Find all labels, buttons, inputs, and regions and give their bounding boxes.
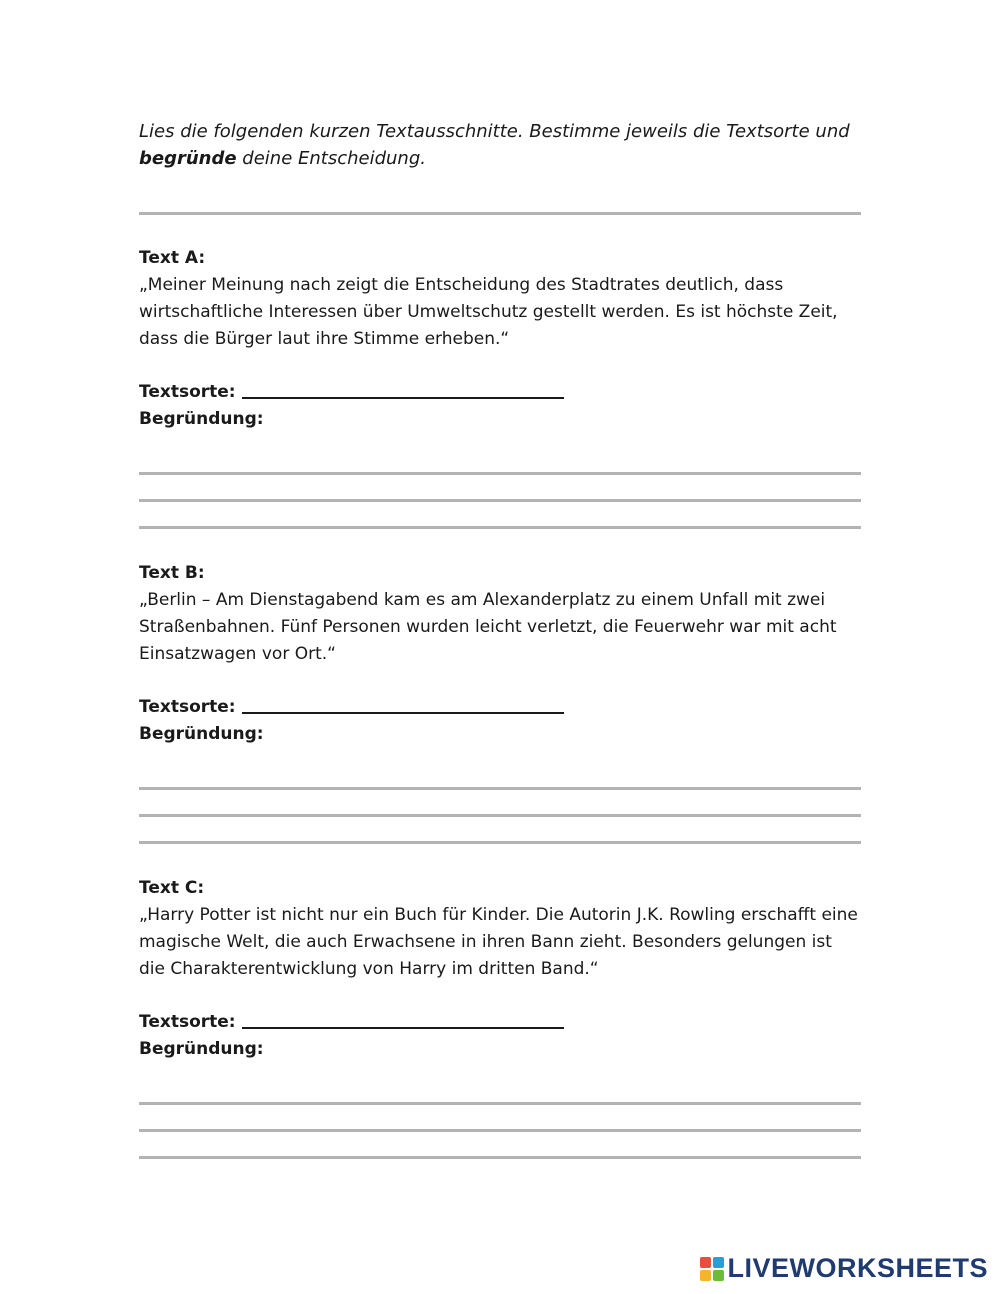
section-label: Text C: [139,878,205,898]
section-text-a [139,245,861,433]
liveworksheets-logo [700,1253,988,1284]
section-quote: „Berlin – Am Dienstagabend kam es am Alexanderplatz zu einem Unfall mit zwei Straßenbahnen. Fünf Personen wurden leicht verletzt, die Feuerwehr war mit acht Einsatzwagen vor Ort.“ [139,590,837,664]
textsorte-label: Textsorte: [139,1012,236,1032]
section-text-b [139,560,861,748]
section-label: Text A: [139,248,206,268]
textsorte-blank-input[interactable] [242,1008,564,1029]
answer-line[interactable] [139,1102,861,1105]
logo-text: LIVEWORKSHEETS [727,1253,988,1283]
begruendung-label: Begründung: [139,1039,264,1059]
textsorte-label: Textsorte: [139,382,236,402]
section-text-c [139,875,861,1063]
divider-line [139,212,861,215]
begruendung-label: Begründung: [139,724,264,744]
answer-line[interactable] [139,841,861,844]
textsorte-row [139,691,861,721]
begruendung-label: Begründung: [139,409,264,429]
answer-line[interactable] [139,499,861,502]
logo-block [700,1270,711,1281]
worksheet-page [139,0,861,1294]
textsorte-row [139,376,861,406]
section-label: Text B: [139,563,205,583]
answer-line[interactable] [139,526,861,529]
section-quote: „Harry Potter ist nicht nur ein Buch für Kinder. Die Autorin J.K. Rowling erschafft eine magische Welt, die auch Erwachsene in ihren Bann zieht. Besonders gelungen ist die Charakterentwicklung von Harry im dritten Band.“ [139,905,858,979]
instructions-part1: Lies die folgenden kurzen Textausschnitte. Bestimme jeweils die Textsorte und [139,121,850,142]
instructions [139,118,861,172]
textsorte-row [139,1006,861,1036]
instructions-bold: begründe [139,148,237,169]
textsorte-blank-input[interactable] [242,378,564,399]
logo-blocks-icon [700,1257,724,1281]
instructions-part2: deine Entscheidung. [236,148,426,169]
textsorte-label: Textsorte: [139,697,236,717]
logo-block [713,1270,724,1281]
section-quote: „Meiner Meinung nach zeigt die Entscheidung des Stadtrates deutlich, dass wirtschaftliche Interessen über Umweltschutz gestellt werden. Es ist höchste Zeit, dass die Bürger laut ihre Stimme erheben.“ [139,275,838,349]
textsorte-blank-input[interactable] [242,693,564,714]
answer-line[interactable] [139,814,861,817]
answer-line[interactable] [139,1129,861,1132]
answer-line[interactable] [139,472,861,475]
answer-line[interactable] [139,1156,861,1159]
answer-line[interactable] [139,787,861,790]
logo-block [700,1257,711,1268]
logo-block [713,1257,724,1268]
